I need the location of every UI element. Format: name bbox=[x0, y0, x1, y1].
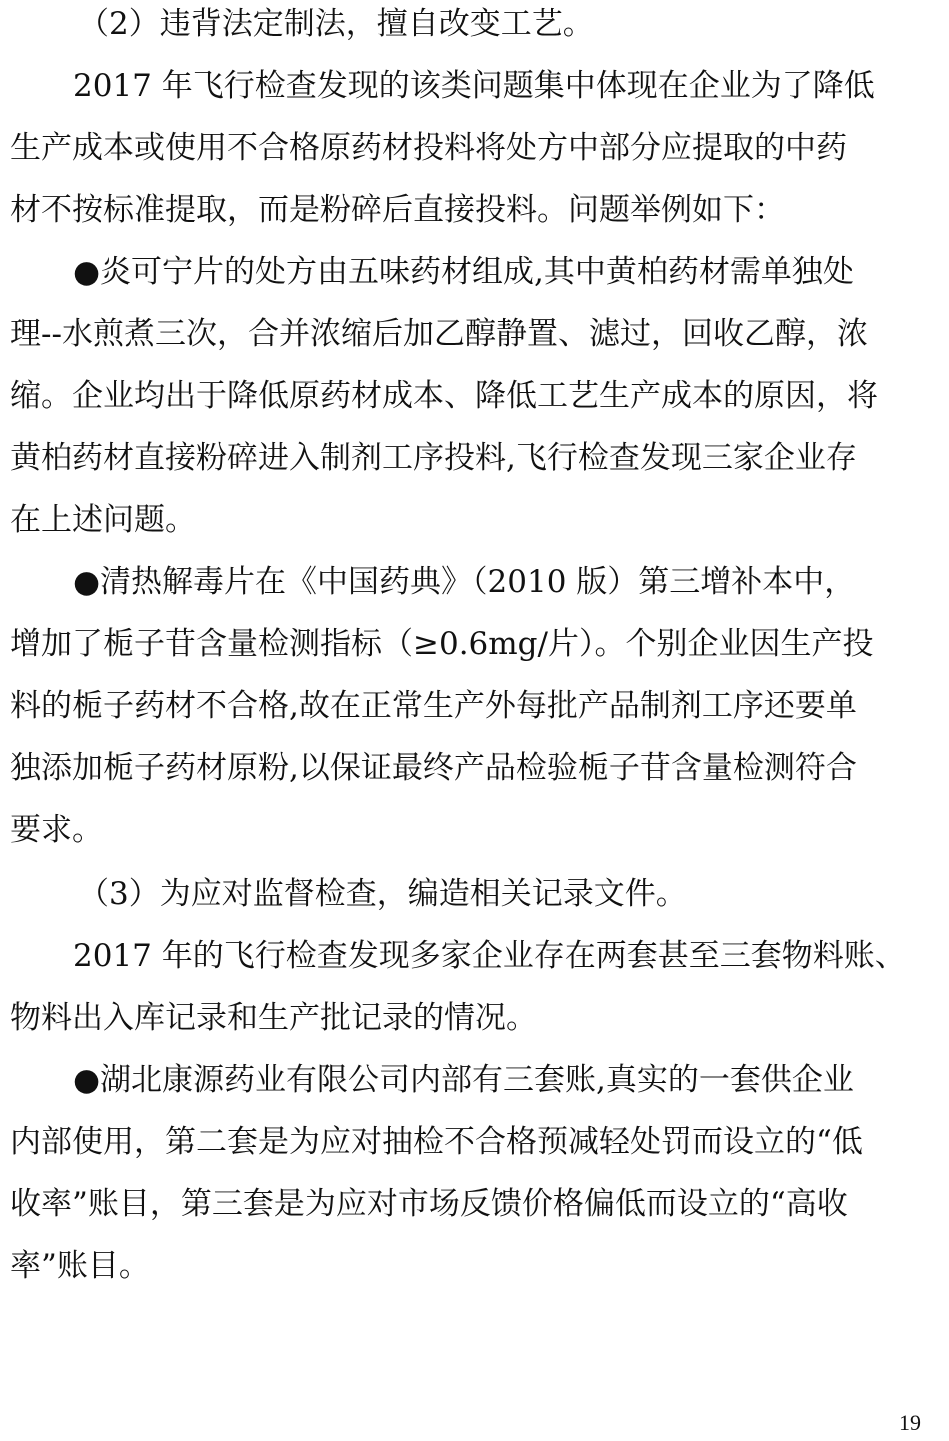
section-heading-3: （3）为应对监督检查，编造相关记录文件。 bbox=[78, 876, 687, 912]
section-heading-2: （2）违背法定制法，擅自改变工艺。 bbox=[78, 6, 594, 42]
bullet-item-line: ●炎可宁片的处方由五味药材组成,其中黄柏药材需单独处 bbox=[73, 254, 854, 290]
paragraph-line: 理--水煎煮三次，合并浓缩后加乙醇静置、滤过，回收乙醇，浓 bbox=[10, 316, 868, 352]
paragraph-line: 要求。 bbox=[10, 812, 103, 848]
paragraph-line: 率”账目。 bbox=[10, 1248, 150, 1284]
paragraph-line: 物料出入库记录和生产批记录的情况。 bbox=[10, 1000, 537, 1036]
paragraph-line: 料的栀子药材不合格,故在正常生产外每批产品制剂工序还要单 bbox=[10, 688, 857, 724]
bullet-item-line: ●清热解毒片在《中国药典》（2010 版）第三增补本中， bbox=[73, 564, 856, 600]
paragraph-line: 材不按标准提取，而是粉碎后直接投料。问题举例如下： bbox=[10, 192, 785, 228]
paragraph-line: 增加了栀子苷含量检测指标（≥0.6mg/片）。个别企业因生产投 bbox=[10, 626, 874, 662]
paragraph-line: 黄柏药材直接粉碎进入制剂工序投料,飞行检查发现三家企业存 bbox=[10, 440, 857, 476]
paragraph-line: 2017 年飞行检查发现的该类问题集中体现在企业为了降低 bbox=[73, 68, 875, 104]
paragraph-line: 生产成本或使用不合格原药材投料将处方中部分应提取的中药 bbox=[10, 130, 847, 166]
paragraph-line: 2017 年的飞行检查发现多家企业存在两套甚至三套物料账、 bbox=[73, 938, 906, 974]
paragraph-line: 收率”账目，第三套是为应对市场反馈价格偏低而设立的“高收 bbox=[10, 1186, 848, 1222]
paragraph-line: 内部使用，第二套是为应对抽检不合格预减轻处罚而设立的“低 bbox=[10, 1124, 863, 1160]
paragraph-line: 在上述问题。 bbox=[10, 502, 196, 538]
page-number: 19 bbox=[899, 1410, 921, 1435]
paragraph-line: 缩。企业均出于降低原药材成本、降低工艺生产成本的原因，将 bbox=[10, 378, 878, 414]
paragraph-line: 独添加栀子药材原粉,以保证最终产品检验栀子苷含量检测符合 bbox=[10, 750, 857, 786]
bullet-item-line: ●湖北康源药业有限公司内部有三套账,真实的一套供企业 bbox=[73, 1062, 854, 1098]
